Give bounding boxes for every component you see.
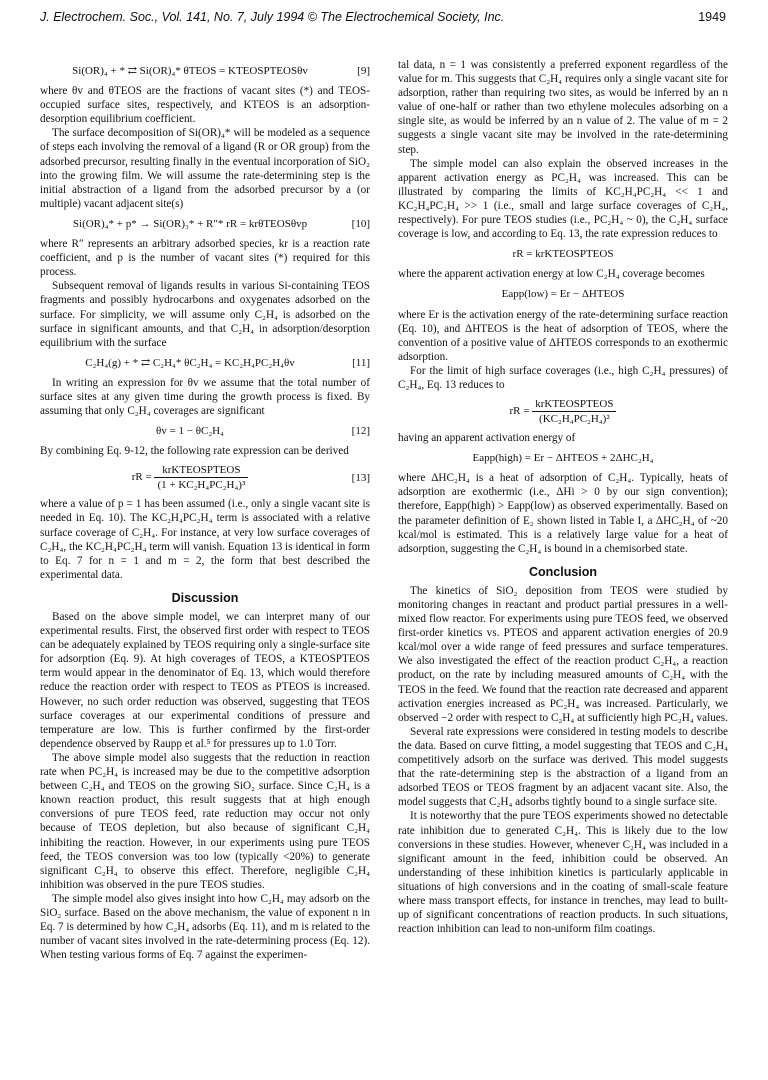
equation-high-activation-energy [398, 451, 728, 465]
equation-12 [40, 424, 370, 438]
equation-11-number: [11] [352, 356, 370, 369]
paragraph: where Er is the activation energy of the rate-determining surface reaction (Eq. 10), and ΔHTEOS is the heat of adsorption of TEOS, where the convention of a positive value of ΔHTEOS corresponds to an exothermic adsorption. [398, 308, 728, 363]
paragraph: The surface decomposition of Si(OR)₄* will be modeled as a sequence of steps each involving the removal of a ligand (R or OR group) from the adsorbed precursor, resulting finally in the eventual incorporation of SiO₂ into the growing film. We will assume the rate-determining step is the initial abstraction of a ligand from the adsorbed precursor by a (or multiple) vacant adjacent site(s) [40, 127, 370, 210]
equation-13-number: [13] [351, 471, 370, 484]
equation-13-lhs: rR = [131, 471, 152, 484]
paragraph: where ΔHC₂H₄ is a heat of adsorption of C₂H₄. Typically, heats of adsorption are exothermic (i.e., ΔHi > 0 by our sign convention); therefore, Eapp(high) > Eapp(low) as observed experimentally. Based on the parameter definition of E₂ shown listed in Table I, a ΔHC₂H₄ of ~20 kcal/mol is estimated. This is a relatively large value for a heat of adsorption, suggesting the C₂H₄ is bound in a chemisorbed state. [398, 472, 728, 555]
equation-denominator: (KC₂H₄PC₂H₄)² [539, 413, 610, 426]
journal-citation: J. Electrochem. Soc., Vol. 141, No. 7, July 1994 © The Electrochemical Society, Inc. [40, 10, 505, 24]
equation-13-numerator: krKTEOSPTEOS [154, 464, 248, 478]
paragraph: The kinetics of SiO₂ deposition from TEOS were studied by monitoring changes in reactant and product partial pressures in a well-mixed flow reactor. For experiments using pure TEOS feed, we observed first-order kinetics vs. PTEOS and apparent activation energies of 20.9 kcal/mol over a wide range of feed pressures and surface temperatures. We also investigated the effect of the reaction product C₂H₄, a reaction product, on the rate by including measured amounts of C₂H₄ with the TEOS in the feed. We found that the reaction rate decreased and apparent activation energies increased as PC₂H₄ was increased. Particularly, we observed −2 order with respect to C₂H₄ at sufficiently high PC₂H₄ values. [398, 584, 728, 724]
right-column [398, 58, 728, 936]
equation-10 [40, 217, 370, 231]
equation-13-denominator: (1 + KC₂H₄PC₂H₄)³ [157, 479, 246, 492]
equation-10-number: [10] [351, 217, 370, 230]
equation-13 [40, 464, 370, 491]
left-column [40, 58, 370, 962]
running-head [40, 10, 726, 30]
equation-12-number: [12] [351, 425, 370, 438]
equation-expression: Eapp(high) = Er − ΔHTEOS + 2ΔHC₂H₄ [472, 452, 654, 465]
equation-13-fraction [154, 464, 248, 491]
equation-9 [40, 64, 370, 78]
page-number: 1949 [698, 10, 726, 24]
equation-expression: Eapp(low) = Er − ΔHTEOS [501, 288, 625, 301]
paragraph: Subsequent removal of ligands results in various Si-containing TEOS fragments and possibly hydrocarbons and oxygenates adsorbed on the surface. For simplicity, we will assume only C₂H₄ is adsorbed on the surface in significant amounts, and that C₂H₄ in adsorption/desorption equilibrium with the surface [40, 280, 370, 349]
paragraph: By combining Eq. 9-12, the following rate expression can be derived [40, 445, 349, 458]
section-heading-discussion: Discussion [171, 590, 239, 605]
equation-10-expression: Si(OR)₄* + p* → Si(OR)₃* + R″* rR = krθTEOSθvp [72, 217, 308, 230]
equation-12-expression: θv = 1 − θC₂H₄ [156, 425, 224, 438]
section-heading-conclusion: Conclusion [528, 564, 598, 579]
equation-lhs: rR = [509, 405, 530, 418]
paragraph: It is noteworthy that the pure TEOS experiments showed no detectable rate inhibition due to generated C₂H₄. This is likely due to the low conversions in these studies. However, whenever C₂H₄ was included in a significant amount in the feed, inhibition could be observed. An understanding of these inhibition kinetics is particularly applicable in situations of high conversions and in the coating of small-scale feature where mass transport effects, for instance in trenches, may lead to built-up of significant concentrations of reaction products. In such situations, reaction inhibition can lead to non-uniform film coatings. [398, 810, 728, 936]
paragraph: having an apparent activation energy of [398, 432, 576, 445]
paragraph: The simple model can also explain the observed increases in the apparent activation energy as PC₂H₄ was increased. This can be illustrated by comparing the limits of KC₂H₄PC₂H₄ << 1 and KC₂H₄PC₂H₄ >> 1 (i.e., small and large surface coverages of C₂H₄, respectively). For pure TEOS studies (i.e., PC₂H₄ ~ 0), the C₂H₄ surface coverage is low, and according to Eq. 13, the rate expression reduces to [398, 157, 728, 241]
equation-13-expression [40, 464, 340, 491]
equation-11 [40, 356, 370, 370]
paragraph: Several rate expressions were considered in testing models to describe the data. Based on curve fitting, a model suggesting that TEOS and C₂H₄ competitively adsorb on the surface was derived. This model suggests that the rate-determining step is the abstraction of a ligand from an adsorbed TEOS or TEOS fragment by an adjacent vacant site. Also, the model suggests that C₂H₄ adsorbs tightly bound to a single surface site. [398, 725, 728, 809]
equation-fraction [532, 398, 616, 425]
paragraph: where R″ represents an arbitrary adsorbed species, kr is a reaction rate coefficient, and p is the number of vacant sites (*) required for this process. [40, 238, 370, 279]
paragraph: where θv and θTEOS are the fractions of vacant sites (*) and TEOS-occupied surface sites, respectively, and KTEOS is an adsorption-desorption equilibrium coefficient. [40, 85, 370, 126]
paragraph: The simple model also gives insight into how C₂H₄ may adsorb on the SiO₂ surface. Based on the above mechanism, the value of exponent n in Eq. 7 is determined by how C₂H₄ adsorbs (Eq. 11), and m is related to the number of vacant sites involved in the rate-determining process (Eq. 12). When testing various forms of Eq. 7 against the experimen- [40, 892, 370, 962]
paragraph: where the apparent activation energy at low C₂H₄ coverage becomes [398, 268, 705, 281]
paragraph: where a value of p = 1 has been assumed (i.e., only a single vacant site is needed in Eq. 10). The KC₂H₄PC₂H₄ term is associated with a relative surface coverage of C₂H₄. For instance, at very low surface coverages of C₂H₄, the KC₂H₄PC₂H₄ term will vanish. Equation 13 is identical in form to Eq. 7 for n = 1 and m = 2, the form that best described the experimental data. [40, 498, 370, 581]
equation-expression [398, 398, 728, 425]
equation-numerator: krKTEOSPTEOS [532, 398, 616, 412]
equation-11-expression: C₂H₄(g) + * ⇄ C₂H₄* θC₂H₄ = KC₂H₄PC₂H₄θv [85, 356, 295, 369]
equation-9-number: [9] [357, 65, 370, 77]
equation-low-coverage-rate [398, 247, 728, 261]
paragraph: In writing an expression for θv we assume that the total number of surface sites at any given time during the growth process is fixed. By assuming that only C₂H₄ coverages are significant [40, 376, 370, 418]
equation-low-activation-energy [398, 287, 728, 301]
paragraph: tal data, n = 1 was consistently a preferred exponent regardless of the value for m. This suggests that C₂H₄ requires only a single vacant site for adsorption, rather than requiring two sites, as would be inferred by an n value of one-half or rather than two ethylene molecules adsorbing on a single site, as would be inferred by an n value of 2. The value of m = 2 suggests a single vacant site may be involved in the rate-determining step. [398, 59, 728, 156]
paragraph: The above simple model also suggests that the reduction in reaction rate when PC₂H₄ is increased may be due to the competitive adsorption between C₂H₄ and TEOS on the growing SiO₂ surface. Since C₂H₄ is a known reaction product, this result suggests that at high enough conversions of pure TEOS feed, rate reduction may occur not only because of TEOS depletion, but also because of significant C₂H₄ inhibiting the reaction. However, in our experiments using pure TEOS feed, the TEOS conversion was too low (typically <20%) to generate significant C₂H₄ to observe this effect. Therefore, negligible C₂H₄ inhibition was observed in the pure TEOS studies. [40, 751, 370, 891]
equation-9-expression: Si(OR)₄ + * ⇄ Si(OR)₄* θTEOS = KTEOSPTEOSθv [72, 65, 308, 77]
equation-expression: rR = krKTEOSPTEOS [512, 248, 614, 261]
paragraph: Based on the above simple model, we can interpret many of our experimental results. First, the observed first order with respect to TEOS can be adequately explained by TEOS requiring only a single-surface site for adsorption (Eq. 9). At high coverages of TEOS, a KTEOSPTEOS term would appear in the denominator of Eq. 13, which would therefore reduce the reaction order with respect to TEOS as PTEOS is increased. However, no such order reduction was observed, suggesting that TEOS surface coverages at our experimental conditions of pressure and temperature are low. This is further confirmed by the first-order dependence observed by Raupp et al.⁵ for pressures up to 1.0 Torr. [40, 611, 370, 750]
equation-high-coverage-rate [398, 398, 728, 425]
paragraph: For the limit of high surface coverages (i.e., high C₂H₄ pressures) of C₂H₄, Eq. 13 reduces to [398, 364, 728, 391]
